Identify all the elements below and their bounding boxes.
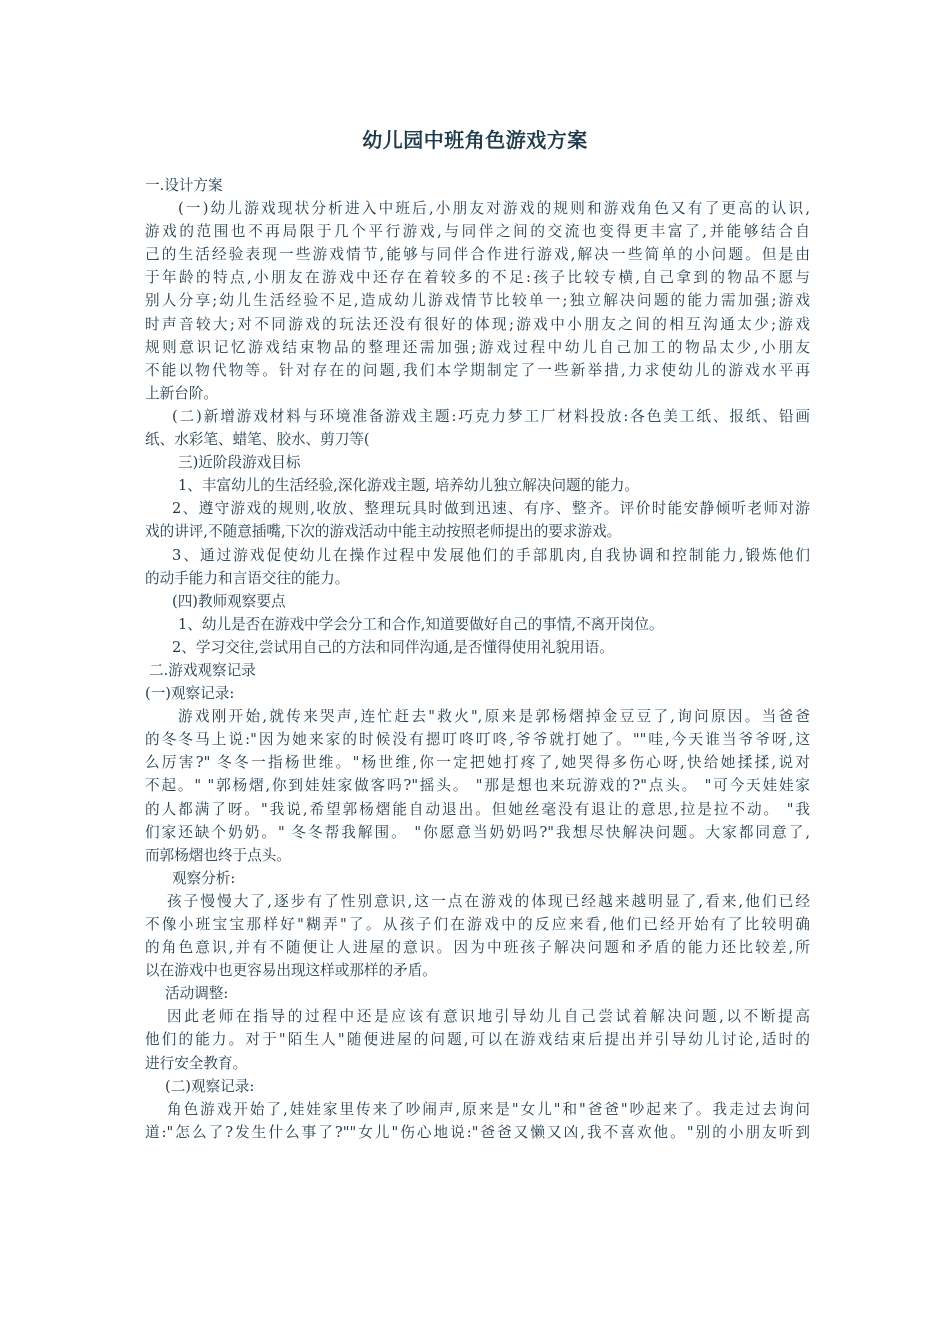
text-line: 上新台阶。 — [145, 384, 218, 402]
text-line: 他们的能力。对于"陌生人"随便进屋的问题,可以在游戏结束后提出并引导幼儿讨论,适时的 — [145, 1031, 810, 1049]
text-line: 纸、水彩笔、蜡笔、胶水、剪刀等( — [145, 431, 370, 449]
text-line: 一.设计方案 — [145, 177, 223, 194]
text-line: 道:"怎么了?发生什么事了?""女儿"伤心地说:"爸爸又懒又凶,我不喜欢他。"别的小朋友听到 — [145, 1123, 810, 1141]
text-line: 1、丰富幼儿的生活经验,深化游戏主题, 培养幼儿独立解决问题的能力。 — [178, 477, 640, 495]
text-line: 进行安全教育。 — [145, 1054, 248, 1072]
text-line: 的动手能力和言语交往的能力。 — [145, 569, 350, 587]
text-line: 三)近阶段游戏目标 — [178, 454, 301, 472]
text-line: 么厉害?" 冬冬一指杨世维。"杨世维,你一定把她打疼了,她哭得多伤心呀,快给她揉揉,说对 — [145, 754, 810, 772]
document-body — [145, 174, 810, 1144]
text-line: 于年龄的特点,小朋友在游戏中还存在着较多的不足:孩子比较专横,自己拿到的物品不愿与 — [145, 269, 810, 287]
text-line: 二.游戏观察记录 — [149, 661, 256, 679]
text-line: 2、遵守游戏的规则,收放、整理玩具时做到迅速、有序、整齐。评价时能安静倾听老师对游 — [172, 500, 810, 518]
text-line: 3、通过游戏促使幼儿在操作过程中发展他们的手部肌肉,自我协调和控制能力,锻炼他们 — [172, 546, 810, 564]
text-line: 不起。" "郭杨熠,你到娃娃家做客吗?"摇头。 "那是想也来玩游戏的?"点头。 "可今天娃娃家 — [145, 777, 810, 795]
text-line: 游戏刚开始,就传来哭声,连忙赶去"救火",原来是郭杨熠掉金豆豆了,询问原因。当爸爸 — [178, 708, 810, 726]
text-line: (二)新增游戏材料与环境准备游戏主题:巧克力梦工厂材料投放:各色美工纸、报纸、铅画 — [172, 407, 810, 425]
text-line: 因此老师在指导的过程中还是应该有意识地引导幼儿自己尝试着解决问题,以不断提高 — [167, 1008, 810, 1026]
text-line: 时声音较大;对不同游戏的玩法还没有很好的体现;游戏中小朋友之间的相互沟通太少;游戏 — [145, 315, 810, 333]
text-line: (一)观察记录: — [145, 685, 235, 703]
text-line: 角色游戏开始了,娃娃家里传来了吵闹声,原来是"女儿"和"爸爸"吵起来了。我走过去询问 — [167, 1100, 810, 1118]
text-line: 不像小班宝宝那样好"糊弄"了。从孩子们在游戏中的反应来看,他们已经开始有了比较明确 — [145, 916, 810, 933]
text-line: 规则意识记忆游戏结束物品的整理还需加强;游戏过程中幼儿自己加工的物品太少,小朋友 — [145, 338, 810, 356]
text-line: 的人都满了呀。"我说,希望郭杨熠能自动退出。但她丝毫没有退让的意思,拉是拉不动。 "我 — [145, 800, 810, 818]
text-line: 1、幼儿是否在游戏中学会分工和合作,知道要做好自己的事情,不离开岗位。 — [178, 615, 664, 633]
text-line: (一)幼儿游戏现状分析进入中班后,小朋友对游戏的规则和游戏角色又有了更高的认识, — [178, 200, 810, 218]
text-line: 己的生活经验表现一些游戏情节,能够与同伴合作进行游戏,解决一些简单的小问题。但是由 — [145, 246, 810, 264]
text-line: 以在游戏中也更容易出现这样或那样的矛盾。 — [145, 962, 437, 980]
text-line: 2、学习交往,尝试用自己的方法和同伴沟通,是否懂得使用礼貌用语。 — [172, 638, 614, 656]
text-line: 的角色意识,并有不随便让人进屋的意识。因为中班孩子解决问题和矛盾的能力还比较差,所 — [145, 939, 810, 957]
text-line: 观察分析: — [172, 869, 236, 887]
text-line: (二)观察记录: — [165, 1077, 255, 1095]
text-line: 活动调整: — [165, 985, 229, 1003]
text-line: 游戏的范围也不再局限于几个平行游戏,与同伴之间的交流也变得更丰富了,并能够结合自 — [145, 223, 810, 241]
text-line: 不能以物代物等。针对存在的问题,我们本学期制定了一些新举措,力求使幼儿的游戏水平再 — [145, 361, 810, 379]
document-title: 幼儿园中班角色游戏方案 — [362, 128, 588, 152]
text-line: 别人分享;幼儿生活经验不足,造成幼儿游戏情节比较单一;独立解决问题的能力需加强;游戏 — [145, 292, 810, 310]
text-line: 而郭杨熠也终于点头。 — [145, 846, 291, 864]
text-line: 孩子慢慢大了,逐步有了性别意识,这一点在游戏的体现已经越来越明显了,看来,他们已经 — [167, 892, 810, 910]
text-line: 戏的讲评,不随意插嘴,下次的游戏活动中能主动按照老师提出的要求游戏。 — [145, 523, 622, 541]
text-line: (四)教师观察要点 — [172, 592, 286, 610]
text-line: 的冬冬马上说:"因为她来家的时候没有摁叮咚叮咚,爷爷就打她了。""哇,今天谁当爷爷呀,这 — [145, 731, 810, 749]
text-line: 们家还缺个奶奶。" 冬冬帮我解围。 "你愿意当奶奶吗?"我想尽快解决问题。大家都同意了, — [145, 823, 810, 841]
